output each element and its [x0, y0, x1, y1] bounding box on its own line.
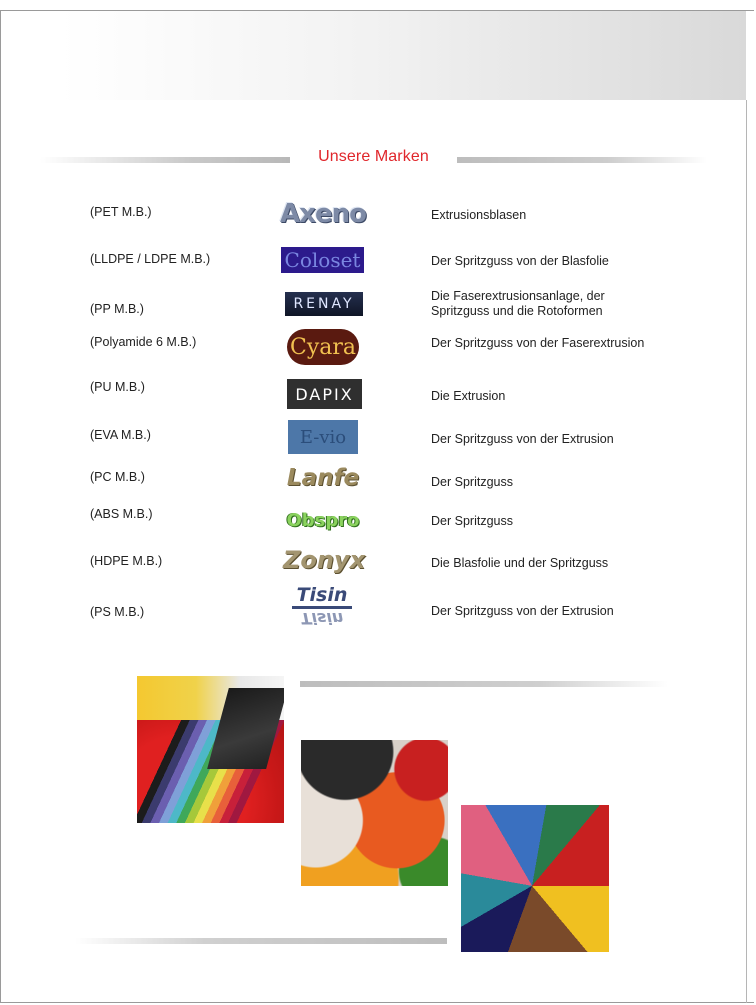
- plastic-sheets-photo: [137, 676, 284, 823]
- brand-code: (PP M.B.): [90, 302, 144, 316]
- header-band: [60, 11, 746, 100]
- dapix-logo: DAPIX: [287, 379, 362, 409]
- brand-code: (EVA M.B.): [90, 428, 151, 442]
- cyara-logo: Cyara: [287, 329, 359, 365]
- title-rule-left: [40, 157, 290, 163]
- axeno-logo: Axeno: [280, 199, 366, 229]
- tisin-logo-reflection: Tisin: [300, 609, 344, 628]
- brand-description: Die Blasfolie und der Spritzguss: [431, 556, 609, 570]
- brand-code: (HDPE M.B.): [90, 554, 163, 568]
- brand-description: Der Spritzguss von der Extrusion: [431, 432, 614, 446]
- zonyx-logo: Zonyx: [282, 546, 366, 574]
- brand-description: Der Spritzguss von der Faserextrusion: [431, 336, 645, 350]
- masterbatch-wheel-photo: [461, 805, 609, 952]
- title-rule-right: [457, 157, 707, 163]
- brand-code: (ABS M.B.): [90, 507, 153, 521]
- brand-description: Der Spritzguss von der Extrusion: [431, 604, 614, 618]
- brand-description: Der Spritzguss: [431, 514, 513, 528]
- photo-rule: [300, 681, 668, 687]
- section-title: Unsere Marken: [318, 148, 429, 165]
- obspro-logo: Obspro: [286, 509, 360, 531]
- brand-description: Die Faserextrusionsanlage, der Spritzguss und die Rotoformen: [431, 289, 605, 318]
- brand-description: Extrusionsblasen: [431, 208, 527, 222]
- granules-photo: [301, 740, 448, 886]
- brand-code: (PC M.B.): [90, 470, 145, 484]
- tisin-logo: [287, 585, 357, 627]
- page-edge: [746, 100, 747, 1003]
- brand-code: (PET M.B.): [90, 205, 152, 219]
- footer-rule: [75, 938, 447, 944]
- evio-logo: E-vio: [288, 420, 358, 454]
- brand-code: (Polyamide 6 M.B.): [90, 335, 197, 349]
- brand-code: (LLDPE / LDPE M.B.): [90, 252, 211, 266]
- brand-code: (PS M.B.): [90, 605, 145, 619]
- coloset-logo: Coloset: [281, 247, 364, 273]
- renay-logo: RENAY: [285, 292, 363, 316]
- lanfe-logo: Lanfe: [286, 465, 360, 491]
- brand-description: Der Spritzguss: [431, 475, 513, 489]
- brand-description: Der Spritzguss von der Blasfolie: [431, 254, 609, 268]
- brand-code: (PU M.B.): [90, 380, 145, 394]
- brand-description: Die Extrusion: [431, 389, 506, 403]
- tisin-logo-text: Tisin: [296, 584, 348, 606]
